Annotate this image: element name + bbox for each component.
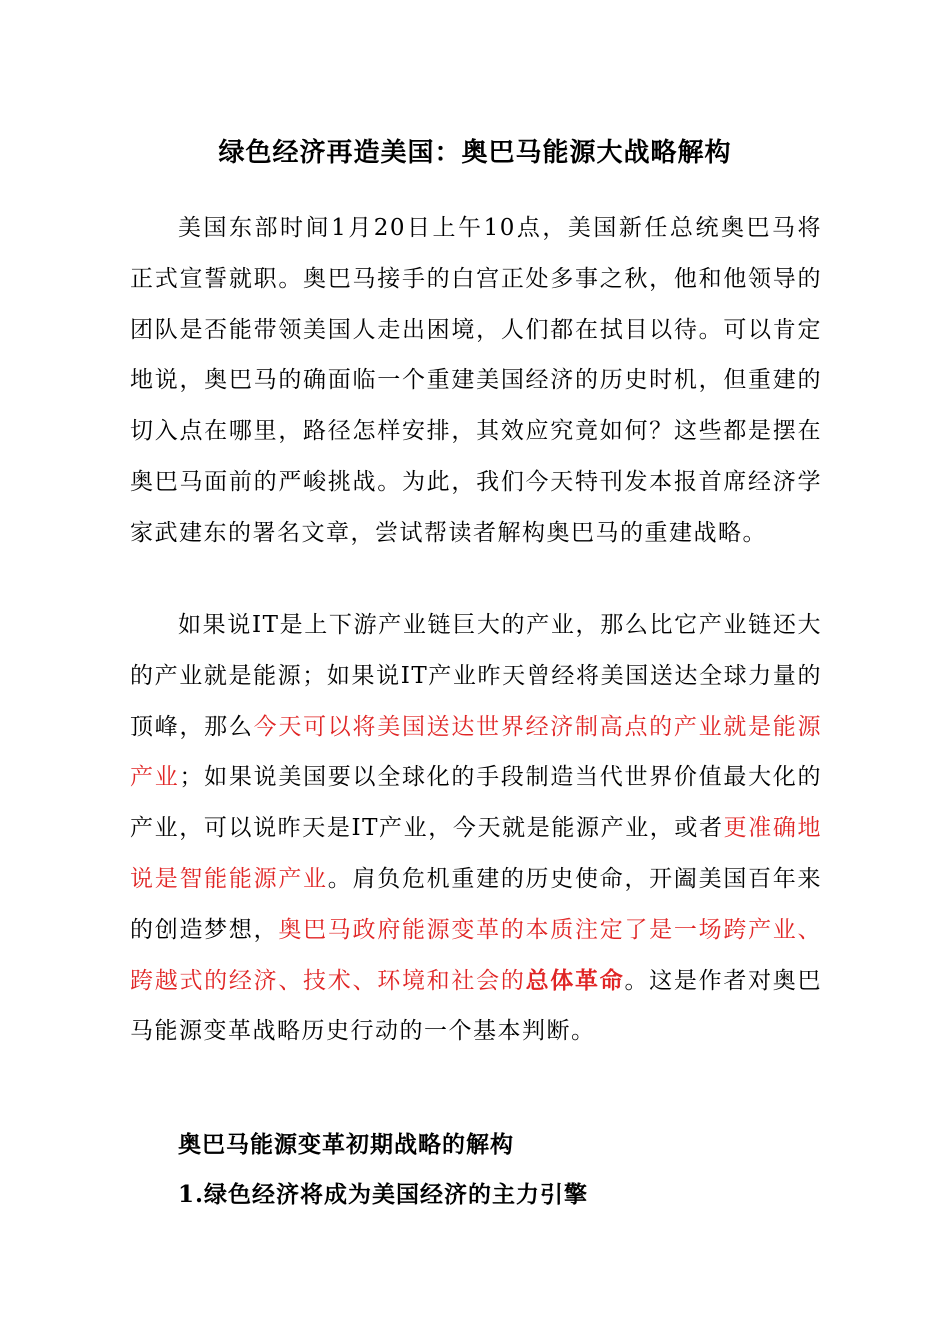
highlighted-text: 更准确地说是智能能源产业 <box>130 815 822 892</box>
emphasized-text: 总体革命 <box>525 966 625 994</box>
intro-paragraph: 美国东部时间1月20日上午10点，美国新任总统奥巴马将正式宣誓就职。奥巴马接手的白宫正处多事之秋，他和他领导的团队是否能带领美国人走出困境，人们都在拭目以待。可以肯定地说，奥巴马的确面临一个重建美国经济的历史时机，但重建的切入点在哪里，路径怎样安排，其效应究竟如何？这些都是摆在奥巴马面前的严峻挑战。为此，我们今天特刊发本报首席经济学家武建东的署名文章，尝试帮读者解构奥巴马的重建战略。 <box>130 215 822 546</box>
document-title: 绿色经济再造美国：奥巴马能源大战略解构 <box>218 138 732 168</box>
text-segment: ；如果说美国要以全球化的手段制造当代世界价值最大化的产业，可以说昨天是IT产业，今天就是能源产业，或者 <box>130 764 823 842</box>
text-segment: 如果说IT是上下游产业链巨大的产业，那么比它产业链还大的产业就是能源；如果说IT产业昨天曾经将美国送达全球力量的顶峰，那么 <box>130 612 822 740</box>
text-segment: 。这是作者对奥巴马能源变革战略历史行动的一个基本判断。 <box>130 967 823 1045</box>
highlighted-text: 今天可以将美国送达世界经济制高点的产业就是能源产业 <box>130 713 823 791</box>
body-paragraph <box>130 600 822 1057</box>
highlighted-text: 奥巴马政府能源变革的本质注定了是一场跨产业、跨越式的经济、技术、环境和社会的 <box>130 916 823 994</box>
subsection-heading: 1.绿色经济将成为美国经济的主力引擎 <box>178 1181 589 1208</box>
text-segment: 。肩负危机重建的历史使命，开阖美国百年来的创造梦想， <box>130 865 823 943</box>
section-heading: 奥巴马能源变革初期战略的解构 <box>178 1131 514 1158</box>
